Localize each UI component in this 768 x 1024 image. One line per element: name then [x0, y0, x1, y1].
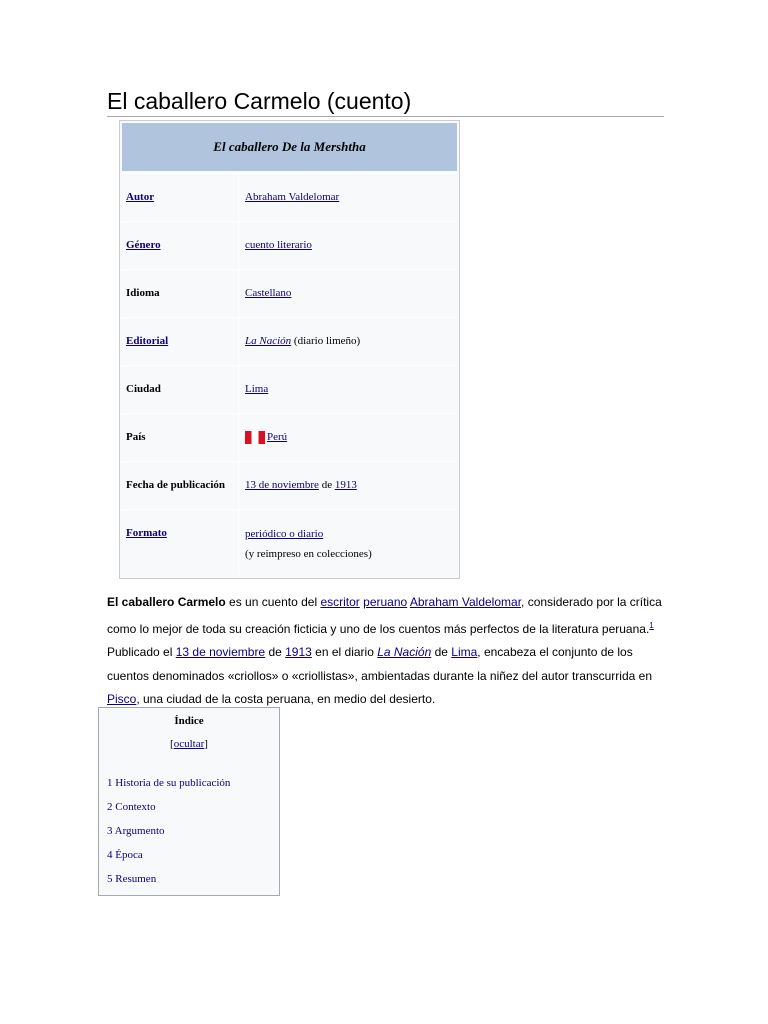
toc-item-argumento[interactable]: 3 Argumento: [107, 825, 165, 837]
infobox-row-pais: [122, 413, 457, 459]
infobox-value-editorial-note: (diario limeño): [291, 335, 361, 347]
intro-text: en el diario: [311, 645, 378, 660]
toc-item-contexto[interactable]: 2 Contexto: [107, 801, 156, 813]
infobox-label-idioma: Idioma: [126, 287, 160, 299]
infobox: [119, 120, 460, 579]
infobox-value-editorial[interactable]: La Nación: [245, 335, 292, 347]
infobox-row-genero: [122, 221, 457, 267]
infobox-value-fecha-anio[interactable]: 1913: [334, 479, 357, 491]
article-subject: El caballero Carmelo: [107, 595, 226, 609]
infobox-value-idioma[interactable]: Castellano: [245, 287, 292, 299]
intro-paragraph: [107, 591, 672, 711]
infobox-row-idioma: [122, 269, 457, 315]
intro-text: , encabeza el conjunto de los cuentos denominados «criollos» o «criollistas», ambientadas durante la niñez del autor transcurrida en: [107, 645, 652, 683]
peru-flag-icon[interactable]: [245, 431, 265, 444]
intro-text: , considerado por la crítica como lo mejor de toda su creación ficticia y uno de los cuentos más perfectos de la literatura peruana.: [107, 595, 662, 637]
infobox-label-formato[interactable]: Formato: [126, 527, 167, 539]
infobox-value-autor[interactable]: Abraham Valdelomar: [245, 191, 340, 203]
infobox-value-fecha-connector: de: [318, 479, 335, 491]
infobox-label-ciudad: Ciudad: [126, 383, 161, 395]
infobox-label-pais: País: [126, 431, 146, 443]
link-13-de-noviembre[interactable]: 13 de noviembre: [175, 645, 266, 660]
infobox-row-fecha: [122, 461, 457, 507]
toc-item-epoca[interactable]: 4 Época: [107, 849, 143, 861]
infobox-heading: El caballero De la Mershtha: [122, 123, 457, 171]
infobox-row-autor: [122, 173, 457, 219]
infobox-label-editorial[interactable]: Editorial: [126, 335, 169, 347]
link-pisco[interactable]: Pisco: [107, 691, 137, 706]
intro-text: es un cuento del: [225, 595, 321, 609]
infobox-row-ciudad: [122, 365, 457, 411]
toc-bracket: [: [170, 738, 174, 750]
table-of-contents: [98, 707, 280, 896]
toc-hide-link[interactable]: ocultar: [173, 738, 205, 750]
link-lima[interactable]: Lima: [451, 645, 478, 660]
infobox-row-editorial: [122, 317, 457, 363]
infobox-value-formato[interactable]: periódico o diario: [245, 528, 324, 540]
toc-bracket: ]: [204, 738, 208, 750]
infobox-value-pais[interactable]: Perú: [267, 431, 288, 443]
infobox-label-genero[interactable]: Género: [126, 239, 161, 251]
toc-item-resumen[interactable]: 5 Resumen: [107, 873, 157, 885]
toc-item-historia[interactable]: 1 Historia de su publicación: [107, 777, 231, 789]
page-title: El caballero Carmelo (cuento): [107, 86, 664, 117]
link-abraham-valdelomar[interactable]: Abraham Valdelomar: [409, 595, 522, 609]
infobox-row-formato: [122, 509, 457, 573]
intro-text: de: [265, 645, 286, 660]
intro-text: , una ciudad de la costa peruana, en medio del desierto.: [136, 691, 436, 706]
intro-text: Publicado el: [107, 645, 176, 660]
infobox-label-autor[interactable]: Autor: [126, 191, 155, 203]
intro-text: de: [431, 645, 452, 660]
reference-1[interactable]: 1: [649, 621, 654, 631]
infobox-value-ciudad[interactable]: Lima: [245, 383, 269, 395]
link-la-nacion[interactable]: La Nación: [377, 645, 432, 660]
toc-title: Índice: [174, 715, 204, 727]
link-escritor[interactable]: escritor: [320, 595, 360, 609]
infobox-value-fecha-dia[interactable]: 13 de noviembre: [245, 479, 319, 491]
infobox-value-formato-note: (y reimpreso en colecciones): [245, 548, 372, 560]
infobox-label-fecha: Fecha de publicación: [126, 479, 226, 491]
link-peruano[interactable]: peruano: [363, 595, 408, 609]
infobox-value-genero[interactable]: cuento literario: [245, 239, 312, 251]
toc-hide-toggle: [99, 738, 279, 750]
link-1913[interactable]: 1913: [285, 645, 312, 660]
